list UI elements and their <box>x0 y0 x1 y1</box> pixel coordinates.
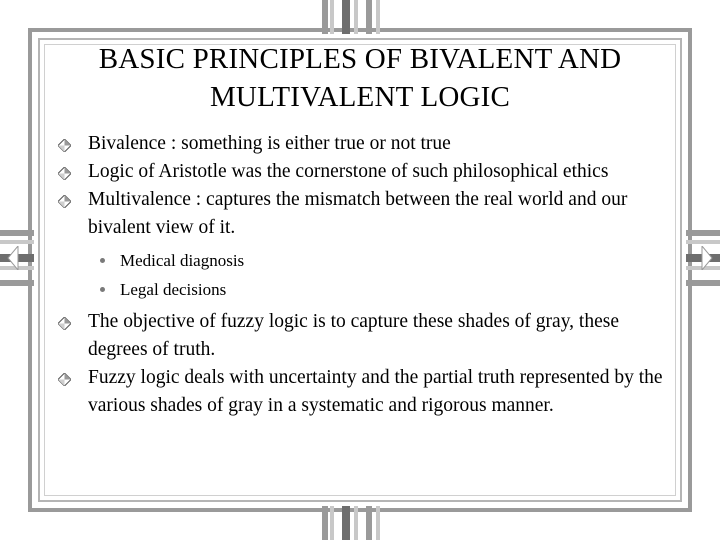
bullet-text: Bivalence : something is either true or not true <box>88 133 451 154</box>
bullet-text: Fuzzy logic deals with uncertainty and the partial truth represented by the various shades of gray in a systematic and rigorous manner. <box>88 367 663 416</box>
frame-bar <box>342 506 350 540</box>
frame-bar <box>322 0 328 34</box>
dot-bullet-icon <box>100 258 105 263</box>
frame-bar <box>686 280 720 286</box>
bullet-item <box>58 308 668 364</box>
frame-bar <box>330 0 334 34</box>
bullet-item <box>58 186 668 242</box>
frame-bar <box>376 0 380 34</box>
slide-title <box>50 40 670 116</box>
sub-bullet-item <box>58 275 668 304</box>
slide-body <box>58 130 668 420</box>
diamond-bullet-icon <box>58 317 71 330</box>
frame-bar <box>366 506 372 540</box>
frame-bar <box>330 506 334 540</box>
frame-bar <box>376 506 380 540</box>
frame-bar <box>354 0 358 34</box>
frame-bar <box>366 0 372 34</box>
frame-bar <box>686 230 720 236</box>
slide-title-line: BASIC PRINCIPLES OF BIVALENT AND <box>98 43 622 75</box>
sub-bullet-item <box>58 246 668 275</box>
frame-bar <box>0 280 34 286</box>
bullet-item <box>58 158 668 186</box>
frame-bar <box>342 0 350 34</box>
chevron-left-icon <box>6 246 20 270</box>
diamond-bullet-icon <box>58 373 71 386</box>
bullet-text: The objective of fuzzy logic is to capture these shades of gray, these degrees of truth. <box>88 311 619 360</box>
frame-bar <box>686 240 720 244</box>
bullet-item <box>58 364 668 420</box>
sub-bullet-text: Medical diagnosis <box>120 251 245 270</box>
dot-bullet-icon <box>100 287 105 292</box>
frame-bar <box>322 506 328 540</box>
frame-bar <box>354 506 358 540</box>
diamond-bullet-icon <box>58 167 71 180</box>
slide-title-line: MULTIVALENT LOGIC <box>209 81 511 113</box>
sub-bullet-text: Legal decisions <box>120 280 227 299</box>
frame-bar <box>0 230 34 236</box>
bullet-text: Logic of Aristotle was the cornerstone of such philosophical ethics <box>88 161 609 182</box>
bullet-text: Multivalence : captures the mismatch between the real world and our bivalent view of it. <box>88 189 628 238</box>
chevron-right-icon <box>700 246 714 270</box>
frame-bar <box>0 240 34 244</box>
diamond-bullet-icon <box>58 195 71 208</box>
diamond-bullet-icon <box>58 139 71 152</box>
bullet-item <box>58 130 668 158</box>
